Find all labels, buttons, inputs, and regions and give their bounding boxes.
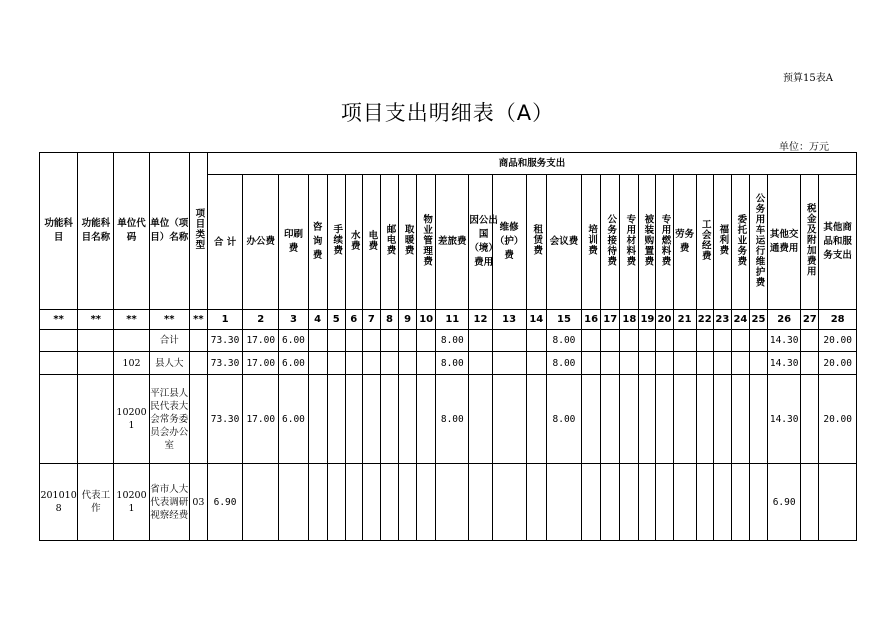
cell-empty (327, 330, 345, 352)
cell-other-goods: 20.00 (819, 352, 857, 375)
num-cell: 1 (207, 310, 242, 330)
num-cell: 6 (345, 310, 362, 330)
cell-empty (417, 375, 436, 464)
header-entrust: 委托业务费 (731, 175, 749, 310)
header-print: 印刷费 (279, 175, 308, 310)
cell-empty (399, 464, 417, 541)
cell-empty (417, 330, 436, 352)
header-vehicle: 公务用车运行维护费 (749, 175, 767, 310)
cell-func-name (78, 375, 114, 464)
cell-travel (436, 464, 469, 541)
unit-label: 单位：万元 (779, 142, 829, 153)
cell-empty (345, 375, 362, 464)
cell-empty (639, 352, 656, 375)
cell-empty (601, 352, 620, 375)
header-post: 邮电费 (380, 175, 398, 310)
cell-code: 102001 (114, 375, 149, 464)
num-cell: 18 (620, 310, 639, 330)
num-cell: 20 (656, 310, 673, 330)
header-project-type: 项目类型 (189, 153, 207, 310)
num-cell: 19 (639, 310, 656, 330)
cell-code: 102001 (114, 464, 149, 541)
num-cell: 23 (713, 310, 731, 330)
cell-empty (362, 352, 380, 375)
cell-other-transport: 14.30 (768, 352, 801, 375)
num-cell: 25 (749, 310, 767, 330)
cell-print: 6.00 (279, 375, 308, 464)
header-electric: 电费 (362, 175, 380, 310)
cell-office: 17.00 (243, 352, 279, 375)
cell-empty (731, 375, 749, 464)
stars-cell: ** (189, 310, 207, 330)
num-cell: 10 (417, 310, 436, 330)
header-unit-code: 单位代码 (114, 153, 149, 310)
cell-travel: 8.00 (436, 330, 469, 352)
header-welfare: 福利费 (713, 175, 731, 310)
cell-empty (713, 464, 731, 541)
cell-empty (656, 464, 673, 541)
cell-func (40, 352, 78, 375)
cell-empty (417, 464, 436, 541)
num-cell: 8 (380, 310, 398, 330)
num-cell: 11 (436, 310, 469, 330)
header-total: 合 计 (207, 175, 242, 310)
cell-empty (362, 375, 380, 464)
header-training: 培训费 (582, 175, 601, 310)
num-cell: 17 (601, 310, 620, 330)
cell-empty (639, 464, 656, 541)
num-cell: 16 (582, 310, 601, 330)
cell-meeting: 8.00 (546, 330, 581, 352)
cell-empty (731, 352, 749, 375)
cell-empty (492, 464, 526, 541)
table-row (40, 330, 857, 352)
cell-empty (362, 464, 380, 541)
header-consult: 咨询费 (308, 175, 327, 310)
cell-func (40, 375, 78, 464)
header-fuel: 专用燃料费 (656, 175, 673, 310)
header-water: 水费 (345, 175, 362, 310)
cell-empty (469, 330, 492, 352)
cell-empty (801, 352, 819, 375)
header-repair: 维修（护）费 (492, 175, 526, 310)
cell-empty (399, 330, 417, 352)
num-cell: 15 (546, 310, 581, 330)
cell-empty (492, 375, 526, 464)
cell-empty (345, 352, 362, 375)
header-unit-name: 单位（项目）名称 (149, 153, 189, 310)
cell-travel: 8.00 (436, 352, 469, 375)
cell-code (114, 330, 149, 352)
cell-empty (399, 352, 417, 375)
cell-empty (308, 464, 327, 541)
cell-other-goods: 20.00 (819, 375, 857, 464)
cell-empty (620, 375, 639, 464)
cell-name: 县人大 (149, 352, 189, 375)
cell-other-goods: 20.00 (819, 330, 857, 352)
header-func-subject: 功能科目 (40, 153, 78, 310)
cell-empty (582, 352, 601, 375)
cell-empty (327, 375, 345, 464)
cell-empty (713, 375, 731, 464)
cell-empty (620, 330, 639, 352)
cell-empty (582, 330, 601, 352)
cell-empty (601, 330, 620, 352)
cell-empty (696, 330, 713, 352)
cell-empty (696, 352, 713, 375)
num-cell: 12 (469, 310, 492, 330)
document-code: 预算15表A (783, 73, 833, 84)
cell-total: 73.30 (207, 375, 242, 464)
cell-empty (417, 352, 436, 375)
header-rent: 租赁费 (526, 175, 546, 310)
cell-name: 省市人大代表调研视察经费 (149, 464, 189, 541)
cell-empty (673, 330, 696, 352)
cell-func-name (78, 352, 114, 375)
cell-func-name (78, 330, 114, 352)
cell-meeting: 8.00 (546, 352, 581, 375)
cell-empty (362, 330, 380, 352)
num-cell: 3 (279, 310, 308, 330)
cell-type (189, 375, 207, 464)
cell-total: 73.30 (207, 352, 242, 375)
table-row (40, 375, 857, 464)
page-title: 项目支出明细表（A） (340, 101, 555, 125)
cell-meeting (546, 464, 581, 541)
stars-cell: ** (149, 310, 189, 330)
cell-func (40, 330, 78, 352)
number-row (40, 310, 857, 330)
cell-empty (308, 330, 327, 352)
cell-other-transport: 14.30 (768, 375, 801, 464)
cell-empty (656, 375, 673, 464)
header-uniform: 被装购置费 (639, 175, 656, 310)
cell-empty (380, 375, 398, 464)
cell-total: 6.90 (207, 464, 242, 541)
header-meeting: 会议费 (546, 175, 581, 310)
cell-empty (696, 375, 713, 464)
header-property: 物业管理费 (417, 175, 436, 310)
cell-empty (327, 464, 345, 541)
num-cell: 4 (308, 310, 327, 330)
cell-empty (492, 330, 526, 352)
cell-empty (620, 464, 639, 541)
header-heating: 取暖费 (399, 175, 417, 310)
cell-empty (713, 330, 731, 352)
cell-total: 73.30 (207, 330, 242, 352)
cell-empty (713, 352, 731, 375)
cell-empty (526, 352, 546, 375)
num-cell: 24 (731, 310, 749, 330)
cell-empty (582, 464, 601, 541)
num-cell: 13 (492, 310, 526, 330)
cell-print: 6.00 (279, 352, 308, 375)
cell-other-transport: 14.30 (768, 330, 801, 352)
cell-empty (308, 375, 327, 464)
cell-empty (656, 352, 673, 375)
cell-type (189, 330, 207, 352)
stars-cell: ** (40, 310, 78, 330)
cell-office: 17.00 (243, 375, 279, 464)
cell-empty (601, 464, 620, 541)
cell-name: 合计 (149, 330, 189, 352)
header-union: 工会经费 (696, 175, 713, 310)
num-cell: 7 (362, 310, 380, 330)
cell-meeting: 8.00 (546, 375, 581, 464)
num-cell: 22 (696, 310, 713, 330)
num-cell: 9 (399, 310, 417, 330)
cell-empty (469, 464, 492, 541)
cell-empty (345, 330, 362, 352)
cell-empty (749, 375, 767, 464)
table-row (40, 464, 857, 541)
cell-print (279, 464, 308, 541)
cell-other-goods (819, 464, 857, 541)
cell-empty (601, 375, 620, 464)
header-other-transport: 其他交通费用 (768, 175, 801, 310)
cell-empty (639, 330, 656, 352)
cell-empty (345, 464, 362, 541)
cell-empty (801, 330, 819, 352)
cell-empty (801, 375, 819, 464)
header-func-subject-name: 功能科目名称 (78, 153, 114, 310)
cell-func: 2010108 (40, 464, 78, 541)
cell-empty (380, 464, 398, 541)
header-fee: 手续费 (327, 175, 345, 310)
table-row (40, 352, 857, 375)
num-cell: 27 (801, 310, 819, 330)
header-materials: 专用材料费 (620, 175, 639, 310)
cell-empty (399, 375, 417, 464)
cell-empty (673, 464, 696, 541)
num-cell: 28 (819, 310, 857, 330)
num-cell: 26 (768, 310, 801, 330)
cell-empty (801, 464, 819, 541)
cell-type: 03 (189, 464, 207, 541)
cell-empty (749, 330, 767, 352)
cell-print: 6.00 (279, 330, 308, 352)
cell-func-name: 代表工作 (78, 464, 114, 541)
cell-travel: 8.00 (436, 375, 469, 464)
num-cell: 2 (243, 310, 279, 330)
cell-empty (308, 352, 327, 375)
cell-empty (656, 330, 673, 352)
cell-empty (526, 330, 546, 352)
cell-empty (673, 375, 696, 464)
expenditure-table (39, 152, 857, 541)
num-cell: 14 (526, 310, 546, 330)
cell-name: 平江县人民代表大会常务委员会办公室 (149, 375, 189, 464)
header-office: 办公费 (243, 175, 279, 310)
header-other-goods: 其他商品和服务支出 (819, 175, 857, 310)
cell-empty (620, 352, 639, 375)
cell-empty (749, 352, 767, 375)
cell-empty (639, 375, 656, 464)
cell-empty (469, 375, 492, 464)
cell-empty (469, 352, 492, 375)
cell-empty (492, 352, 526, 375)
cell-empty (731, 330, 749, 352)
cell-empty (749, 464, 767, 541)
cell-empty (673, 352, 696, 375)
cell-empty (327, 352, 345, 375)
cell-empty (526, 375, 546, 464)
stars-cell: ** (114, 310, 149, 330)
cell-office: 17.00 (243, 330, 279, 352)
header-abroad: 因公出国（境）费用 (469, 175, 492, 310)
cell-code: 102 (114, 352, 149, 375)
num-cell: 5 (327, 310, 345, 330)
cell-office (243, 464, 279, 541)
header-tax: 税金及附加费用 (801, 175, 819, 310)
cell-empty (696, 464, 713, 541)
cell-empty (380, 330, 398, 352)
num-cell: 21 (673, 310, 696, 330)
cell-other-transport: 6.90 (768, 464, 801, 541)
cell-empty (731, 464, 749, 541)
header-labor: 劳务费 (673, 175, 696, 310)
stars-cell: ** (78, 310, 114, 330)
header-travel: 差旅费 (436, 175, 469, 310)
cell-empty (380, 352, 398, 375)
cell-type (189, 352, 207, 375)
cell-empty (582, 375, 601, 464)
cell-empty (526, 464, 546, 541)
header-reception: 公务接待费 (601, 175, 620, 310)
header-goods-services: 商品和服务支出 (207, 153, 856, 175)
